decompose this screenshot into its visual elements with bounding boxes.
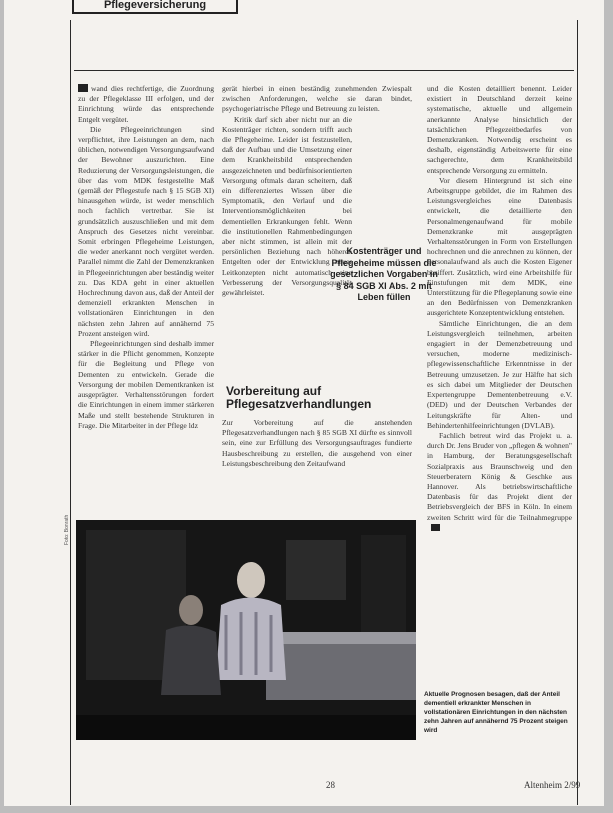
pull-quote: Kostenträger und Pflegeheime müssen die gesetzlichen Vorgaben in § 84 SGB XI Abs. 2 mit Leben füllen <box>330 246 438 302</box>
paragraph: Zur Vorbereitung auf die anstehenden Pflegesatzverhandlungen nach § 85 SGB XI dürfte es sinnvoll sein, eine zur Erfüllung des Versorgungsauftrages fundierte Hausbeschreibung zu erstellen, die ausgehend von einer Leistungsbeschreibung den Zeitaufwand <box>222 418 412 468</box>
column-right <box>427 84 572 533</box>
photo-caption: Aktuelle Prognosen besagen, daß der Anteil dementiell erkrankter Menschen in vollstationären Einrichtungen in den nächsten zehn Jahren auf annähernd 75 Prozent steigen wird <box>424 691 568 734</box>
page-number: 28 <box>326 780 335 790</box>
issue-label: Altenheim 2/99 <box>524 780 581 790</box>
paragraph: wand dies rechtfertige, die Zuordnung zu der Pflegeklasse III erfolgen, und der Einrichtung würde das entsprechende Entgelt vergütet. <box>78 84 214 124</box>
left-margin-rule <box>70 20 71 805</box>
photo-elderly-people-icon <box>76 520 416 740</box>
column-middle-lower <box>222 418 412 469</box>
paragraph: Pflegeeinrichtungen sind deshalb immer stärker in die Pflicht genommen, Konzepte für die Begleitung und Pflege von Dementen zu entwickeln. Gerade die Versorgung der mobilen Dementkranken ist ausgeprägter. Verhaltensstörungen fordert die Einrichtungen in einem immer stärkeren Maße und stellt bestehende Strukturen in Frage. Die Mitarbeiter in der Pflege ldz <box>78 339 214 430</box>
end-of-article-icon <box>431 524 440 531</box>
paragraph: Die Pflegeeinrichtungen sind verpflichtet, ihre Leistungen an dem, nach üblichen, notwendigen Versorgungsaufwand der Bewohner auszurichten. Eine Reduzierung der Versorgungsleistungen, die über das vom MDK festgestellte Maß (gemäß der Pflegestufe nach § 15 SGB XI) hinausgehen würde, ist weder menschlich noch fachlich vertretbar. Sie ist grundsätzlich auszuschließen und mit dem Anspruch des Gesetzes nicht vereinbar. Somit erbringen Pflegeheime Leistungen, die weder anerkannt noch vergütet werden. Parallel nimmt die Zahl der Demenzkranken in Pflegeeinrichtungen aber beständig weiter zu. Das KDA geht in einer aktuellen Hochrechnung davon aus, daß der Anteil der demenziell erkrankten Menschen in vollstationären Einrichtungen in den nächsten zehn Jahren auf annähernd 75 Prozent ansteigen wird. <box>78 124 214 338</box>
magazine-page <box>4 0 604 806</box>
paragraph: Fachlich betreut wird das Projekt u. a. durch Dr. Jens Bruder von „pflegen & wohnen" in Hamburg, der Beratungsgesellschaft Sozialpraxis aus Braunschweig und den Steuerberatern König & Geschke aus Hannover. Als betriebswirtschaftliche Datenbasis für das Projekt dient der Betriebsvergleich der BFS in Köln. In einem zweiten Schritt wird für die Teilnahmegruppe <box>427 430 572 522</box>
paragraph: Vor diesem Hintergrund ist sich eine Arbeitsgruppe gebildet, die im Rahmen des Leistungsvergleiches eine Datenbasis entwickelt, die detaillierte den Personalmengenaufwand für mobile Demenzkranke mit ausgeprägten Verhaltensstörungen in Form von Erstellungen hochrechnen und die anrechnen zu können, der Personalaufwand als auch die Kosten Eigener beziffert. Zusätzlich, wird eine Arbeitshilfe für Einstufungen mit dem MDK, eine Unterstützung für die Pflegeplanung sowie eine an den Bedürfnissen von Demenzkranken ausgerichtete Konzeptentwicklung entstehen. <box>427 175 572 318</box>
photo-elderly-people <box>76 520 416 740</box>
paragraph: gerät hierbei in einen beständig zunehmenden Zwiespalt zwischen Anforderungen, welche sie daran bindet, psychogeriatrische Pflege und Betreuung zu leisten. <box>222 84 412 114</box>
photo-credit: Foto: Bonrath <box>64 514 70 545</box>
subheading: Vorbereitung auf Pflegesatzverhandlungen <box>226 384 372 411</box>
right-margin-rule <box>577 20 578 805</box>
paragraph: Sämtliche Einrichtungen, die an dem Leistungsvergleich teilnehmen, arbeiten engagiert in der Demenzbetreuung und versuchen, moderne medizinisch-pflegewissenschaftliche Erkenntnisse in der Betreuung umzusetzen. Je zur Hälfte hat sich es sich dabei um Mitglieder der Deutschen Expertengruppe Dementenbetreuung e.V. (DED) und der Deutschen Verbandes der Leitungskräfte für Alten- und Behindertenhilfeeinrichtungen (DVLAB). <box>427 318 572 430</box>
section-header: Pflegeversicherung <box>72 0 238 14</box>
paragraph: und die Kosten detailliert benennt. Leider existiert in Deutschland derzeit keine systematische, aktuelle und allgemein anerkannte Analyse hinsichtlich der tatsächlichen Pflegezeitbedarfes von Demenzkranken. Notwendig erscheint es deshalb, eigenständig Arbeitswerte für eine sachgerechte, dem Krankheitsbild entsprechende Versorgung zu ermitteln. <box>427 84 572 175</box>
continued-marker-icon <box>78 84 88 92</box>
column-left <box>78 84 214 431</box>
top-rule <box>74 70 574 71</box>
paragraph: Kritik darf sich aber nicht nur an die Kostenträger richten, sondern trifft auch die Pflegeheime. Leider ist festzustellen, daß der Aufbau und die Umsetzung einer dem Krankheitsbild entsprechenden ausgezeichneten und bedürfnisorientierten Versorgung oftmals daran scheitern, daß ein differenziertes Wissen über die Symptomatik, den Verlauf und die Interventionsmöglichkeiten bei dementiellen Erkrankungen fehlt. Wenn die institutionellen Rahmenbedingungen aber nicht stimmen, ist allein mit der persönlichen Beziehung nach höheren Entgelten oder der Entwicklung neuer Leitkonzepten nicht automatisch eine Verbesserung der Versorgungsqualität gewährleistet. <box>222 114 352 298</box>
